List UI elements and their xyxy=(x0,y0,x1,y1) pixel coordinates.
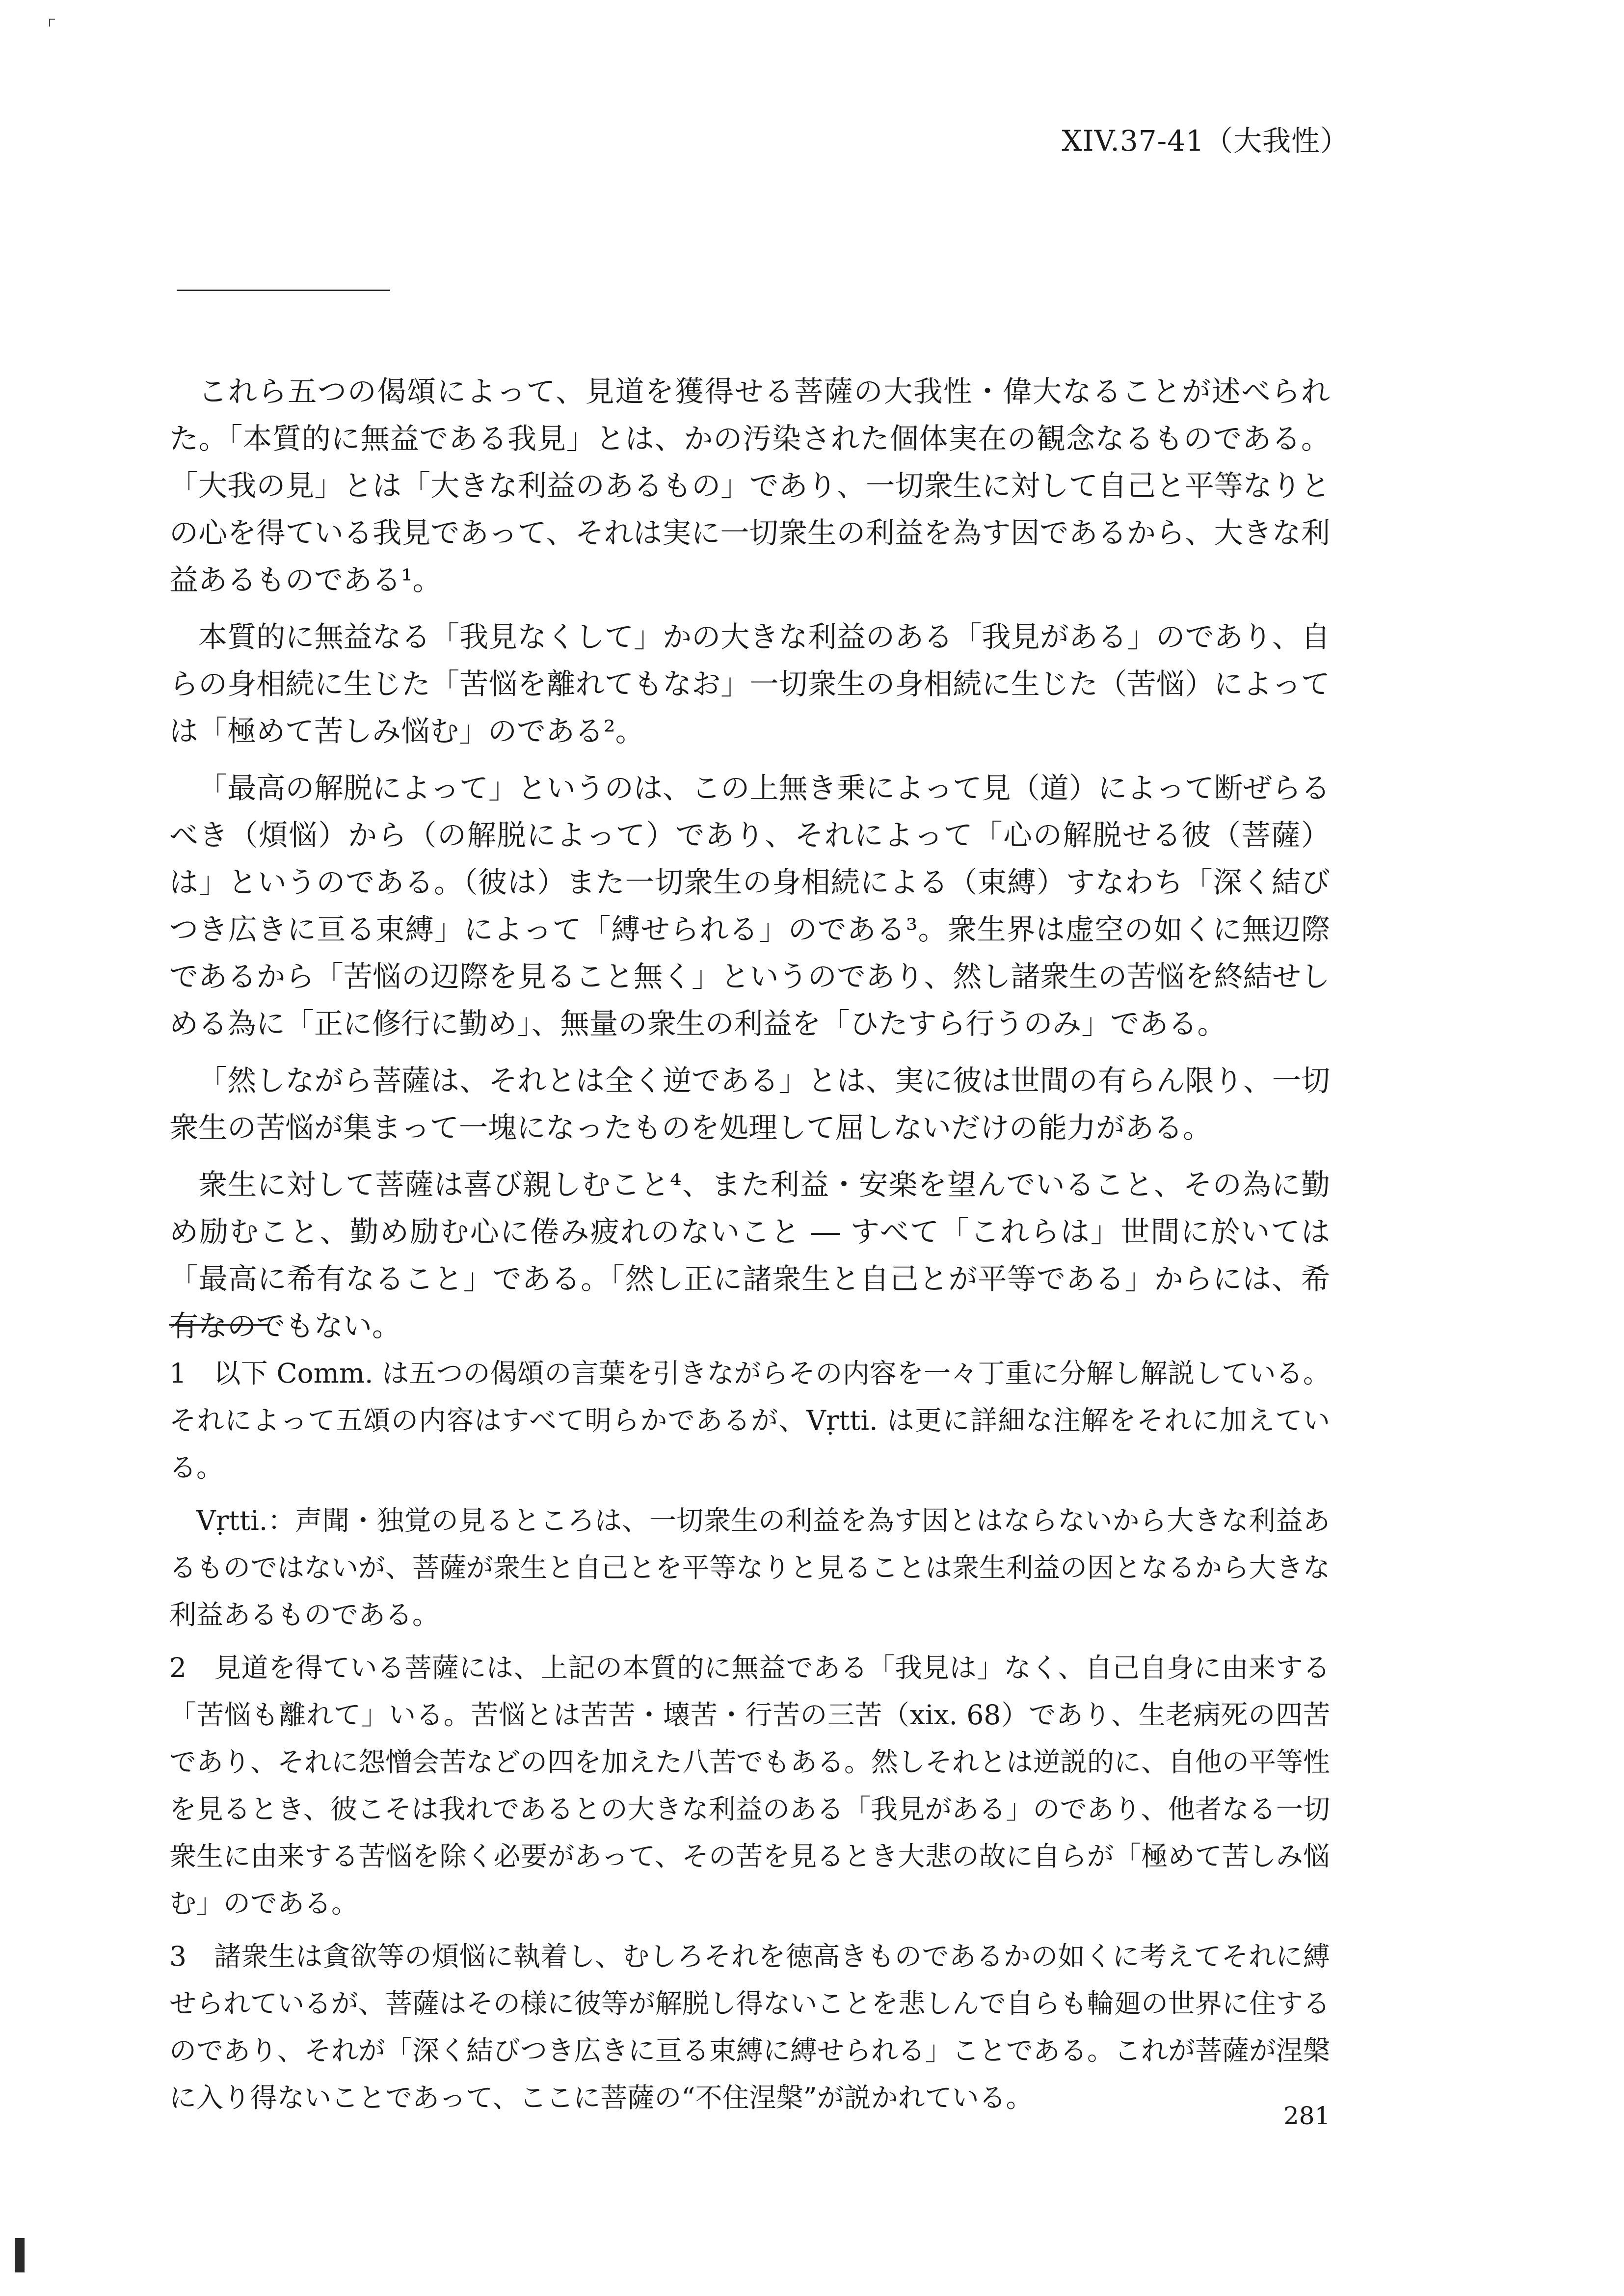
footnote-2: 2 見道を得ている菩薩には、上記の本質的に無益である「我見は」なく、自己自身に由来する「苦悩も離れて」いる。苦悩とは苦苦・壊苦・行苦の三苦（xix. 68）であり、生老病死の四苦であり、それに怨憎会苦などの四を加えた八苦でもある。然しそれとは逆説的に、自他の平等性を見るとき、彼こそは我れであるとの大きな利益のある「我見がある」のであり、他者なる一切衆生に由来する苦悩を除く必要があって、その苦を見るとき大悲の故に自らが「極めて苦しみ悩む」のである。 xyxy=(169,1652,1331,1919)
body-paragraph-5: 衆生に対して菩薩は喜び親しむこと⁴、また利益・安楽を望んでいること、その為に勤め励むこと、勤め励む心に倦み疲れのないこと ― すべて「これらは」世間に於いては「最高に希有なること」である。「然し正に諸衆生と自己とが平等である」からには、希有なのでもない。 xyxy=(169,1168,1330,1343)
footnote-3: 3 諸衆生は貪欲等の煩悩に執着し、むしろそれを徳高きものであるかの如くに考えてそれに縛せられているが、菩薩はその様に彼等が解脱し得ないことを悲しんで自らも輪廻の世界に住するのであり、それが「深く結びつき広きに亘る束縛に縛せられる」ことである。これが菩薩が涅槃に入り得ないことであって、ここに菩薩の“不住涅槃”が説かれている。 xyxy=(169,1941,1331,2113)
scan-artifact-mark xyxy=(49,19,55,27)
body-paragraph-2: 本質的に無益なる「我見なくして」かの大きな利益のある「我見がある」のであり、自らの身相続に生じた「苦悩を離れてもなお」一切衆生の身相続に生じた（苦悩）によっては「極めて苦しみ悩む」のである²。 xyxy=(169,620,1330,748)
scan-corner-artifact xyxy=(15,2238,25,2272)
body-paragraph-4: 「然しながら菩薩は、それとは全く逆である」とは、実に彼は世間の有らん限り、一切衆生の苦悩が集まって一塊になったものを処理して屈しないだけの能力がある。 xyxy=(169,1064,1330,1145)
footnotes xyxy=(169,1350,1330,2127)
running-header: XIV.37-41（大我性） xyxy=(1062,124,1349,158)
main-body xyxy=(169,368,1330,1360)
footnote-1: 1 以下 Comm. は五つの偈頌の言葉を引きながらその内容を一々丁重に分解し解説している。それによって五頌の内容はすべて明らかであるが、Vṛtti. は更に詳細な注解をそれに加えている。 xyxy=(169,1358,1330,1483)
body-paragraph-3: 「最高の解脱によって」というのは、この上無き乗によって見（道）によって断ぜらるべき（煩悩）から（の解脱によって）であり、それによって「心の解脱せる彼（菩薩）は」というのである。（彼は）また一切衆生の身相続による（束縛）すなわち「深く結びつき広きに亘る束縛」によって「縛せられる」のである³。衆生界は虚空の如くに無辺際であるから「苦悩の辺際を見ること無く」というのであり、然し諸衆生の苦悩を終結せしめる為に「正に修行に勤め」、無量の衆生の利益を「ひたすら行うのみ」である。 xyxy=(169,771,1330,1041)
top-horizontal-rule xyxy=(177,290,390,291)
page-number: 281 xyxy=(1283,2102,1331,2130)
footnote-1-vrtti: Vṛtti.：声聞・独覚の見るところは、一切衆生の利益を為す因とはならないから大きな利益あるものではないが、菩薩が衆生と自己とを平等なりと見ることは衆生利益の因となるから大きな利益あるものである。 xyxy=(169,1505,1331,1630)
footnote-separator xyxy=(169,1324,270,1326)
body-paragraph-1: これら五つの偈頌によって、見道を獲得せる菩薩の大我性・偉大なることが述べられた。「本質的に無益である我見」とは、かの汚染された個体実在の観念なるものである。「大我の見」とは「大きな利益のあるもの」であり、一切衆生に対して自己と平等なりとの心を得ている我見であって、それは実に一切衆生の利益を為す因であるから、大きな利益あるものである¹。 xyxy=(169,374,1330,597)
